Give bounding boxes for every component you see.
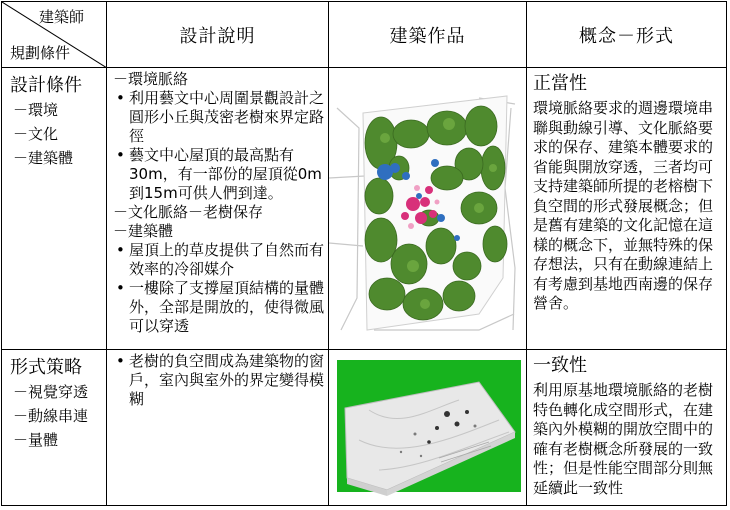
description-bullet: • 一樓除了支撐屋頂結構的量體外，全部是開放的，使得微風可以穿透 (113, 279, 324, 336)
description-bullet: • 老樹的負空間成為建築物的窗戶，室內與室外的界定變得模糊 (113, 352, 324, 409)
corner-conditions-label: 規劃條件 (10, 44, 71, 62)
model-photo-cell (329, 350, 527, 506)
condition-item: －量體 (13, 431, 59, 449)
corner-architect-label: 建築師 (38, 8, 84, 26)
description-cell (107, 68, 329, 350)
table-row (2, 350, 727, 506)
concept-title: 一致性 (533, 355, 587, 376)
description-line: －環境脈絡 (113, 70, 189, 88)
header-architectural-works: 建築作品 (329, 2, 527, 68)
description-bullet: • 藝文中心屋頂的最高點有30m，有一部份的屋頂從0m到15m可供人們到達。 (113, 146, 324, 203)
header-row (2, 2, 727, 68)
header-design-description: 設計說明 (107, 2, 329, 68)
condition-item: －視覺穿透 (13, 383, 89, 401)
condition-cell (2, 350, 107, 506)
description-line: －建築體 (113, 222, 174, 240)
description-bullet: • 利用藝文中心周圍景觀設計之圓形小丘與茂密老樹來界定路徑 (113, 89, 324, 146)
condition-item: －環境 (13, 101, 59, 119)
condition-item: －動線串連 (13, 407, 89, 425)
comparison-table (1, 1, 727, 506)
condition-title: 形式策略 (10, 357, 82, 378)
corner-header-cell (2, 2, 107, 68)
condition-title: 設計條件 (10, 75, 82, 96)
header-concept-form: 概念－形式 (527, 2, 727, 68)
site-plan-image (329, 68, 527, 350)
model-photo-image (329, 350, 527, 506)
description-cell (107, 350, 329, 506)
concept-text: 利用原基地環境脈絡的老樹特色轉化成空間形式，在建築內外模糊的開放空間中的確有老樹概念所發展的一致性；但是性能空間部分則無延續此一致性 (533, 381, 714, 497)
concept-cell (527, 350, 727, 506)
condition-item: －建築體 (13, 149, 74, 167)
description-bullet: • 屋頂上的草皮提供了自然而有效率的冷卻媒介 (113, 241, 324, 279)
concept-cell (527, 68, 727, 350)
table-row (2, 68, 727, 350)
condition-item: －文化 (13, 125, 59, 143)
site-plan-cell (329, 68, 527, 350)
description-line: －文化脈絡－老樹保存 (113, 203, 264, 221)
condition-cell (2, 68, 107, 350)
concept-title: 正當性 (533, 73, 587, 94)
concept-text: 環境脈絡要求的週邊環境串聯與動線引導、文化脈絡要求的保存、建築本體要求的省能與開放穿透，三者均可支持建築師所提的老榕樹下負空間的形式發展概念；但是舊有建築的文化記憶在這樣的概念下，並無特殊的保存想法，只有在動線連結上有考慮到基地西南邊的保存營舍。 (533, 99, 714, 312)
